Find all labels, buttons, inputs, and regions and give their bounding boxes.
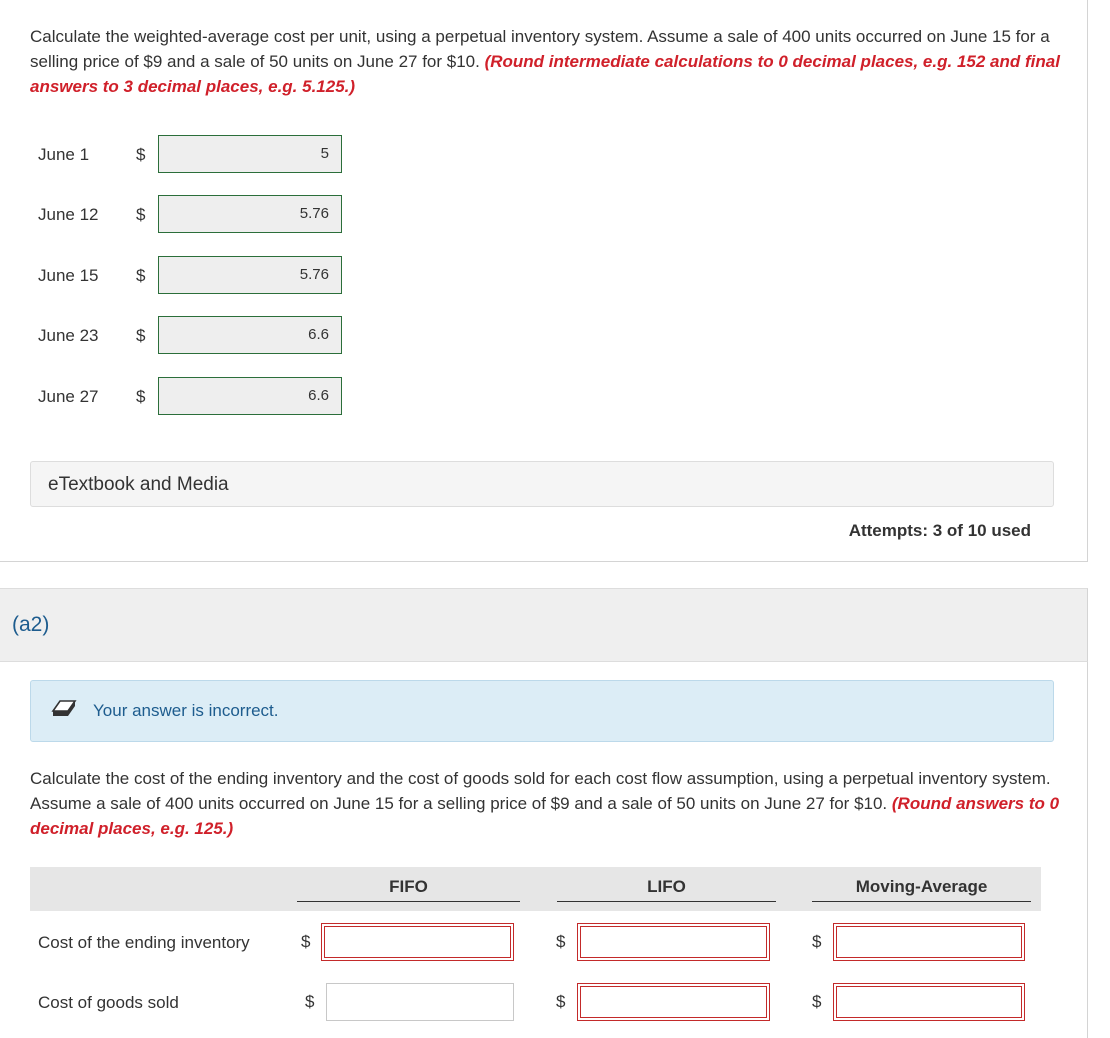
attempts-counter: Attempts: 3 of 10 used [848, 521, 1031, 540]
cost-row-june-27 [0, 377, 360, 415]
cost-row-june-23 [0, 316, 360, 354]
cost-row-june-15 [0, 256, 360, 294]
cost-row-june-1 [0, 135, 360, 173]
question-a2 [30, 766, 1060, 841]
dollar-sign: $ [136, 326, 146, 345]
dollar-sign: $ [305, 992, 315, 1011]
row-date: June 23 [38, 326, 99, 345]
row-date: June 27 [38, 387, 99, 406]
section-a2-label: (a2) [12, 613, 50, 636]
cost-input-june-15[interactable]: 5.76 [158, 256, 342, 294]
cost-input-june-12[interactable]: 5.76 [158, 195, 342, 233]
dollar-sign: $ [812, 992, 822, 1011]
row-label-ending-inventory: Cost of the ending inventory [38, 933, 250, 952]
column-header-moving-average: Moving-Average [812, 877, 1031, 902]
dollar-sign: $ [136, 387, 146, 406]
dollar-sign: $ [136, 205, 146, 224]
incorrect-answer-alert [30, 680, 1054, 742]
etextbook-media-button[interactable] [30, 461, 1054, 507]
question-a1-rounding-note: (Round intermediate calculations to 0 decimal places, e.g. 152 and final answers to 3 decimal places, e.g. 5.125.) [30, 52, 1060, 96]
dollar-sign: $ [556, 992, 566, 1011]
dollar-sign: $ [136, 266, 146, 285]
section-a2-header [0, 588, 1088, 662]
column-header-lifo: LIFO [557, 877, 776, 902]
cost-input-june-1[interactable]: 5 [158, 135, 342, 173]
lifo-ending-inventory-input[interactable] [577, 923, 770, 961]
answer-table-header [30, 867, 1041, 911]
row-label-cost-of-goods-sold: Cost of goods sold [38, 993, 179, 1012]
cost-input-june-27[interactable]: 6.6 [158, 377, 342, 415]
dollar-sign: $ [556, 932, 566, 951]
row-date: June 15 [38, 266, 99, 285]
row-date: June 12 [38, 205, 99, 224]
dollar-sign: $ [812, 932, 822, 951]
alert-message: Your answer is incorrect. [93, 701, 279, 720]
moving-average-cogs-input[interactable] [833, 983, 1025, 1021]
cost-row-june-12 [0, 195, 360, 233]
lifo-cogs-input[interactable] [577, 983, 770, 1021]
dollar-sign: $ [301, 932, 311, 951]
question-a1-text: Calculate the weighted-average cost per unit, using a perpetual inventory system. Assume a sale of 400 units occurred on June 15 for a selling price of $9 and a sale of 50 units on June 27 for $10. [30, 27, 1050, 71]
cost-input-june-23[interactable]: 6.6 [158, 316, 342, 354]
etextbook-media-label: eTextbook and Media [48, 474, 229, 495]
fifo-ending-inventory-input[interactable] [321, 923, 514, 961]
question-a2-text: Calculate the cost of the ending inventory and the cost of goods sold for each cost flow assumption, using a perpetual inventory system. Assume a sale of 400 units occurred on June 15 for a selling price of $9 and a sale of 50 units on June 27 for $10. [30, 769, 1051, 813]
column-header-fifo: FIFO [297, 877, 520, 902]
question-a1 [30, 24, 1060, 99]
fifo-cogs-input[interactable] [326, 983, 514, 1021]
question-a2-rounding-note: (Round answers to 0 decimal places, e.g. 125.) [30, 794, 1060, 838]
row-date: June 1 [38, 145, 90, 164]
dollar-sign: $ [136, 145, 146, 164]
eraser-icon [51, 699, 77, 719]
moving-average-ending-inventory-input[interactable] [833, 923, 1025, 961]
